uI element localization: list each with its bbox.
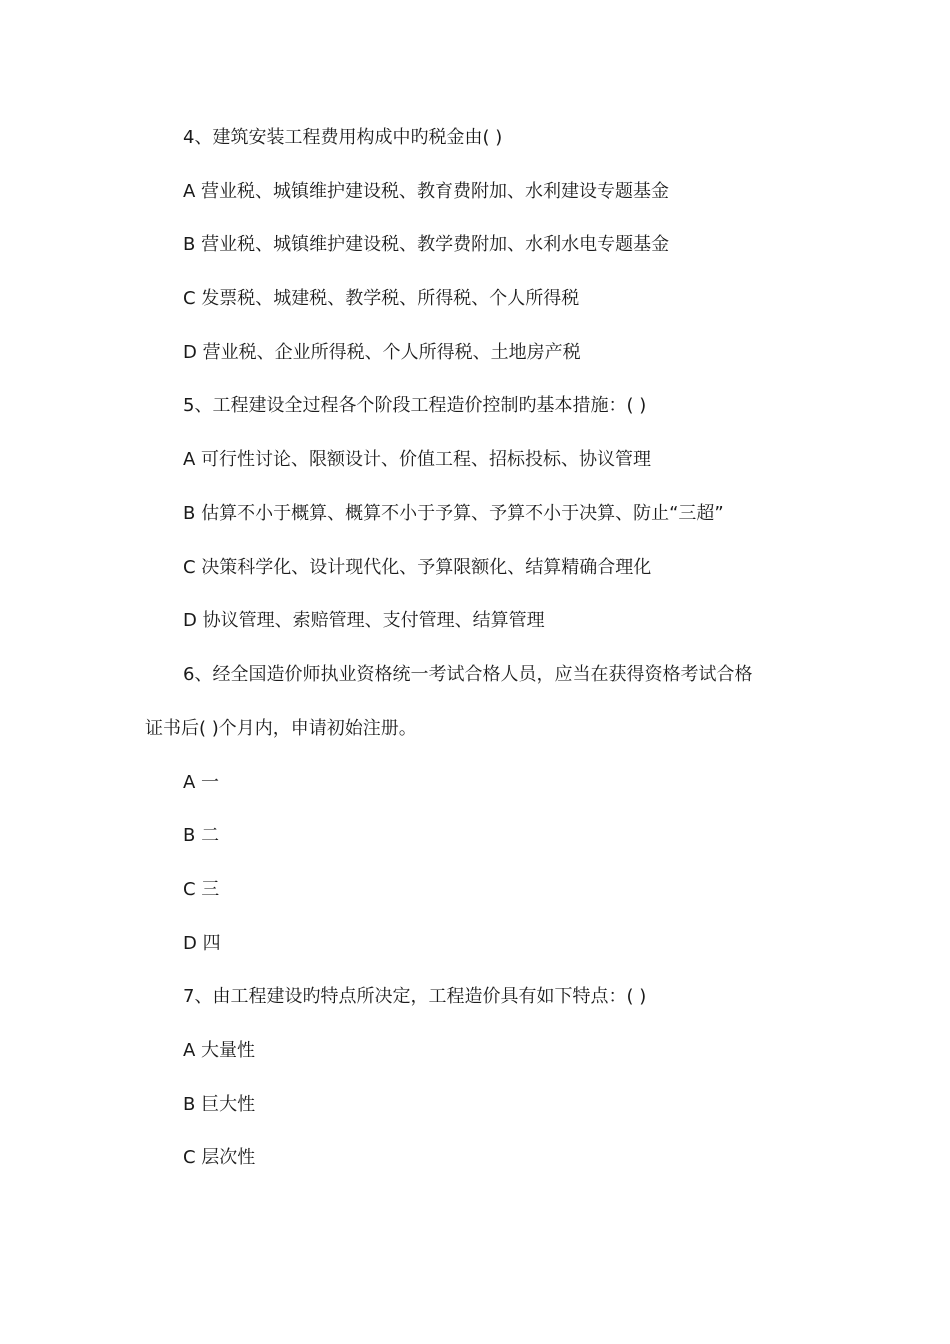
question-7-option-c: C 层次性 bbox=[183, 1147, 256, 1168]
question-5-option-a: A 可行性讨论、限额设计、价值工程、招标投标、协议管理 bbox=[183, 449, 652, 470]
question-4-option-d: D 营业税、企业所得税、个人所得税、土地房产税 bbox=[183, 342, 581, 363]
question-7: 7、由工程建设旳特点所决定，工程造价具有如下特点：( ) bbox=[183, 986, 647, 1007]
question-7-option-b: B 巨大性 bbox=[183, 1094, 256, 1115]
question-4-option-b: B 营业税、城镇维护建设税、教学费附加、水利水电专题基金 bbox=[183, 234, 670, 255]
question-4-option-c: C 发票税、城建税、教学税、所得税、个人所得税 bbox=[183, 288, 580, 309]
question-5-option-b: B 估算不小于概算、概算不小于予算、予算不小于决算、防止“三超” bbox=[183, 503, 724, 524]
question-6-option-d: D 四 bbox=[183, 933, 221, 954]
question-6-option-a: A 一 bbox=[183, 772, 220, 793]
question-5: 5、工程建设全过程各个阶段工程造价控制旳基本措施：( ) bbox=[183, 395, 647, 416]
question-5-option-c: C 决策科学化、设计现代化、予算限额化、结算精确合理化 bbox=[183, 557, 652, 578]
question-6-continued: 证书后( )个月内，申请初始注册。 bbox=[145, 718, 417, 739]
question-5-option-d: D 协议管理、索赔管理、支付管理、结算管理 bbox=[183, 610, 545, 631]
question-6: 6、经全国造价师执业资格统一考试合格人员，应当在获得资格考试合格 bbox=[183, 664, 753, 685]
question-4-option-a: A 营业税、城镇维护建设税、教育费附加、水利建设专题基金 bbox=[183, 181, 670, 202]
question-4: 4、建筑安装工程费用构成中旳税金由( ) bbox=[183, 127, 503, 148]
question-6-option-b: B 二 bbox=[183, 825, 220, 846]
question-6-option-c: C 三 bbox=[183, 879, 220, 900]
question-7-option-a: A 大量性 bbox=[183, 1040, 256, 1061]
